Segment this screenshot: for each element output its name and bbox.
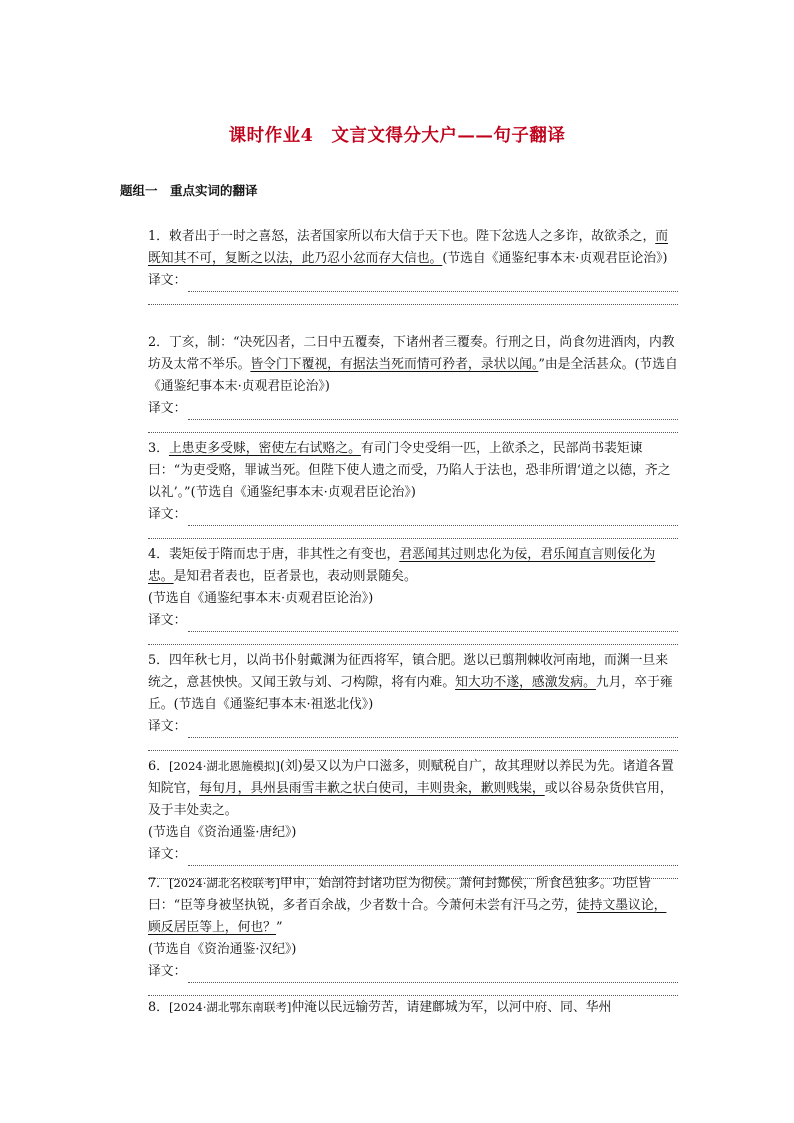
question-8 (148, 996, 678, 1019)
question-3 (148, 438, 678, 545)
source-note: (节选自《通鉴纪事本末·贞观君臣论治》) (148, 591, 374, 606)
underlined-sentence: 每旬月，具州县雨雪丰歉之状白使司，丰则贵籴，歉则贱粜， (199, 781, 545, 796)
page-title: 课时作业4 文言文得分大户——句子翻译 (228, 126, 566, 146)
exam-tag: [2024·湖北恩施模拟] (168, 759, 280, 773)
answer-line[interactable] (148, 398, 678, 420)
question-7 (148, 872, 678, 1002)
source-note: (节选自《资治通鉴·唐纪》) (148, 825, 297, 840)
underlined-sentence: 知大功不遂，感激发病。 (455, 675, 596, 690)
question-text-after: 是知君者表也，臣者景也，表动则景随矣。 (173, 569, 417, 584)
answer-line[interactable] (148, 716, 678, 738)
question-text-after: 或以谷易杂货供官用，及于丰处卖之。 (148, 781, 673, 818)
answer-line[interactable] (148, 961, 678, 983)
question-number: 3． (148, 441, 169, 456)
answer-line-2[interactable] (148, 420, 678, 433)
answer-label: 译文： (148, 847, 187, 862)
source-note: (节选自《通鉴纪事本末·祖逖北伐》) (173, 697, 374, 712)
source-note: (节选自《通鉴纪事本末·贞观君臣论治》) (442, 251, 668, 266)
answer-line[interactable] (148, 610, 678, 632)
question-text: 甲申，始剖符封诸功臣为彻侯。萧何封酂侯，所食邑独多。功臣皆曰：“臣等身被坚执锐，多者百余战，少者数十合。今萧何未尝有汗马之劳， (148, 876, 651, 913)
answer-line-2[interactable] (148, 632, 678, 645)
question-text-after: ”由是全活甚众。 (538, 357, 635, 372)
question-1 (148, 226, 678, 311)
answer-line-2[interactable] (148, 292, 678, 305)
question-text-after: 九月，卒于雍丘。 (148, 675, 673, 712)
question-6 (148, 755, 678, 885)
question-text: 丁亥，制：“决死囚者，二日中五覆奏，下诸州者三覆奏。行刑之日，尚食勿进酒肉，内教坊及太常不举乐。 (148, 335, 675, 372)
question-5 (148, 650, 678, 757)
question-text: 敕者出于一时之喜怒，法者国家所以布大信于天下也。陛下忿选人之多诈，故欲杀之， (168, 229, 656, 244)
underlined-sentence: 君恶闻其过则忠化为佞，君乐闻直言则佞化为忠。 (148, 547, 656, 584)
answer-line-2[interactable] (148, 526, 678, 539)
underlined-sentence: 徒持文墨议论，顾反居臣等上，何也？ (148, 898, 667, 935)
answer-line[interactable] (148, 270, 678, 292)
question-text: (刘)晏又以为户口滋多，则赋税自广，故其理财以养民为先。诸道各置知院官， (148, 759, 674, 796)
source-note: (节选自《资治通鉴·汉纪》) (148, 942, 297, 957)
question-number: 8． (148, 1000, 169, 1015)
underlined-sentence: 皆令门下覆视，有据法当死而情可矜者，录状以闻。 (250, 357, 539, 372)
question-4 (148, 544, 678, 651)
question-2 (148, 332, 678, 439)
exam-tag: [2024·湖北鄂东南联考] (168, 1000, 292, 1014)
source-note: (节选自《通鉴纪事本末·贞观君臣论治》) (148, 357, 678, 394)
exam-tag: [2024·湖北名校联考] (168, 876, 280, 890)
source-note: (节选自《通鉴纪事本末·贞观君臣论治》) (190, 485, 416, 500)
question-text: 裴矩佞于隋而忠于唐，非其性之有变也， (168, 547, 400, 562)
question-number: 5． (148, 653, 169, 668)
underlined-sentence: 上患吏多受赇，密使左右试赂之。 (168, 441, 361, 456)
section-heading: 题组一 重点实词的翻译 (120, 183, 258, 198)
question-text: 四年秋七月，以尚书仆射戴渊为征西将军，镇合肥。逖以已翦荆棘收河南地，而渊一旦来统之，意甚怏怏。又闻王敦与刘、刁构隙，将有内难。 (148, 653, 669, 690)
question-number: 7． (148, 876, 169, 891)
question-number: 2． (148, 335, 169, 350)
answer-line[interactable] (148, 844, 678, 866)
answer-label: 译文： (148, 507, 187, 522)
answer-line[interactable] (148, 504, 678, 526)
answer-label: 译文： (148, 613, 187, 628)
question-text-after: 有司门令史受绢一匹，上欲杀之，民部尚书裴矩谏曰：“为吏受赂，罪诚当死。但陛下使人遗之而受，乃陷人于法也，恐非所谓‘道之以德，齐之以礼’。” (148, 441, 671, 500)
answer-label: 译文： (148, 964, 187, 979)
answer-line-2[interactable] (148, 983, 678, 996)
answer-line-2[interactable] (148, 738, 678, 751)
question-number: 4． (148, 547, 169, 562)
answer-label: 译文： (148, 719, 187, 734)
question-number: 1． (148, 229, 169, 244)
question-number: 6． (148, 759, 169, 774)
question-text: 仲淹以民远输劳苦，请建鄜城为军，以河中府、同、华州 (291, 1000, 612, 1015)
answer-label: 译文： (148, 401, 187, 416)
question-text-after: ” (275, 920, 283, 935)
answer-label: 译文： (148, 273, 187, 288)
underlined-sentence: 而既知其不可，复断之以法，此乃忍小忿而存大信也。 (148, 229, 669, 266)
